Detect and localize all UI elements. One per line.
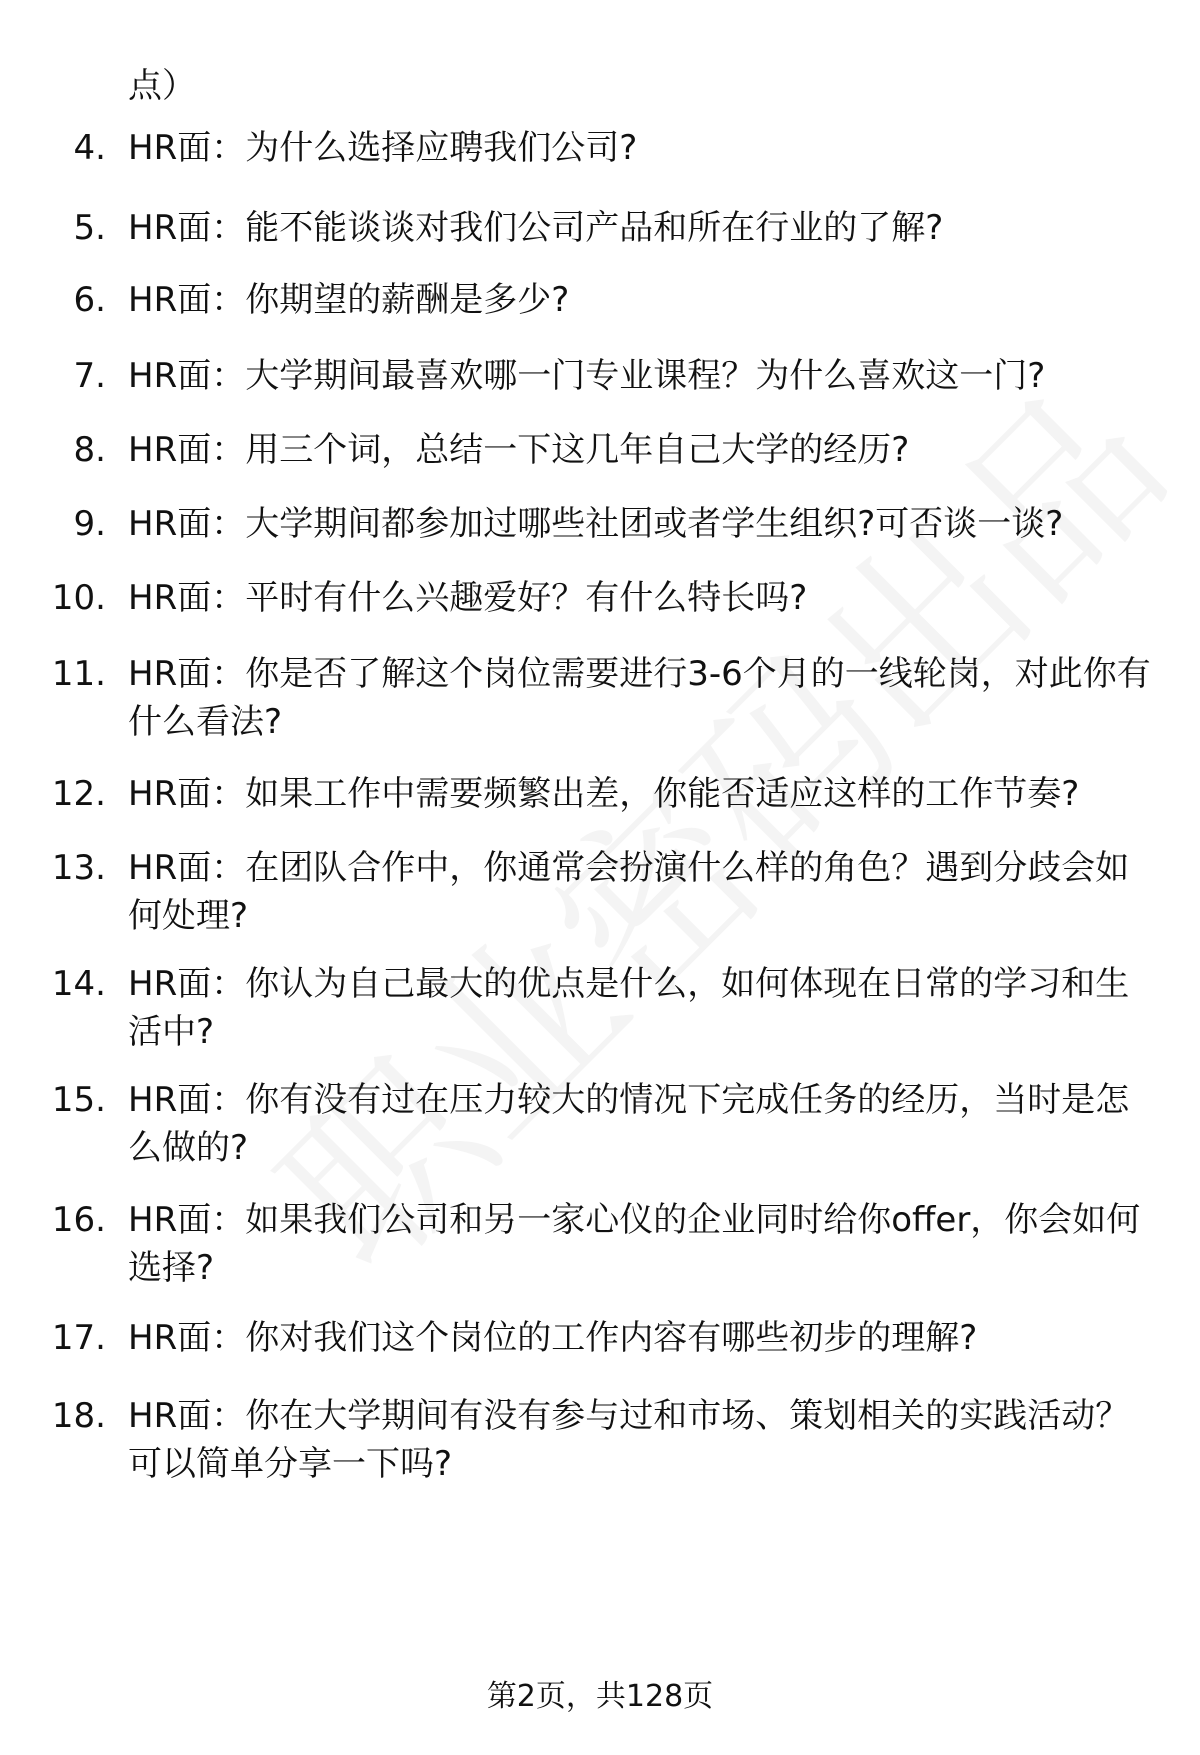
list-item: [40, 276, 1160, 324]
item-text: HR面：为什么选择应聘我们公司?: [128, 128, 638, 168]
item-number: 13.: [51, 848, 106, 888]
continuation-text: 点）: [128, 66, 196, 106]
list-item: [40, 500, 1160, 548]
item-number: 11.: [51, 654, 106, 694]
item-number: 17.: [51, 1318, 106, 1358]
item-text: HR面：大学期间最喜欢哪一门专业课程？为什么喜欢这一门?: [128, 356, 1046, 396]
list-item: [40, 574, 1160, 622]
list-item: [40, 960, 1160, 1056]
list-item: [40, 1196, 1160, 1292]
item-text: HR面：你在大学期间有没有参与过和市场、策划相关的实践活动？可以简单分享一下吗?: [128, 1396, 1130, 1484]
item-text: HR面：在团队合作中，你通常会扮演什么样的角色？遇到分歧会如何处理?: [128, 848, 1130, 936]
item-number: 10.: [51, 578, 106, 618]
list-item: [40, 1314, 1160, 1362]
list-item: [40, 352, 1160, 400]
list-item: [40, 650, 1160, 746]
list-item: [40, 204, 1160, 252]
item-number: 6.: [73, 280, 106, 320]
list-item: [40, 770, 1160, 818]
item-number: 9.: [73, 504, 106, 544]
list-item: [40, 1076, 1160, 1172]
item-text: HR面：如果工作中需要频繁出差，你能否适应这样的工作节奏?: [128, 774, 1080, 814]
item-text: HR面：能不能谈谈对我们公司产品和所在行业的了解?: [128, 208, 944, 248]
item-text: HR面：你是否了解这个岗位需要进行3-6个月的一线轮岗，对此你有什么看法?: [128, 654, 1151, 742]
item-text: HR面：大学期间都参加过哪些社团或者学生组织?可否谈一谈?: [128, 504, 1064, 544]
item-text: HR面：用三个词，总结一下这几年自己大学的经历?: [128, 430, 910, 470]
item-number: 15.: [51, 1080, 106, 1120]
item-number: 12.: [51, 774, 106, 814]
list-item: [40, 1392, 1160, 1488]
item-number: 16.: [51, 1200, 106, 1240]
item-text: HR面：你认为自己最大的优点是什么，如何体现在日常的学习和生活中?: [128, 964, 1130, 1052]
item-text: HR面：如果我们公司和另一家心仪的企业同时给你offer，你会如何选择?: [128, 1200, 1141, 1288]
item-text: HR面：你有没有过在压力较大的情况下完成任务的经历，当时是怎么做的?: [128, 1080, 1130, 1168]
list-item: [40, 844, 1160, 940]
item-number: 4.: [73, 128, 106, 168]
item-number: 7.: [73, 356, 106, 396]
item-text: HR面：平时有什么兴趣爱好？有什么特长吗?: [128, 578, 808, 618]
item-text: HR面：你期望的薪酬是多少?: [128, 280, 570, 320]
list-item: [40, 426, 1160, 474]
item-text: HR面：你对我们这个岗位的工作内容有哪些初步的理解?: [128, 1318, 978, 1358]
item-number: 8.: [73, 430, 106, 470]
item-number: 5.: [73, 208, 106, 248]
item-number: 18.: [51, 1396, 106, 1436]
item-number: 14.: [51, 964, 106, 1004]
page-footer: 第2页，共128页: [486, 1679, 714, 1714]
list-item: [40, 124, 1160, 172]
